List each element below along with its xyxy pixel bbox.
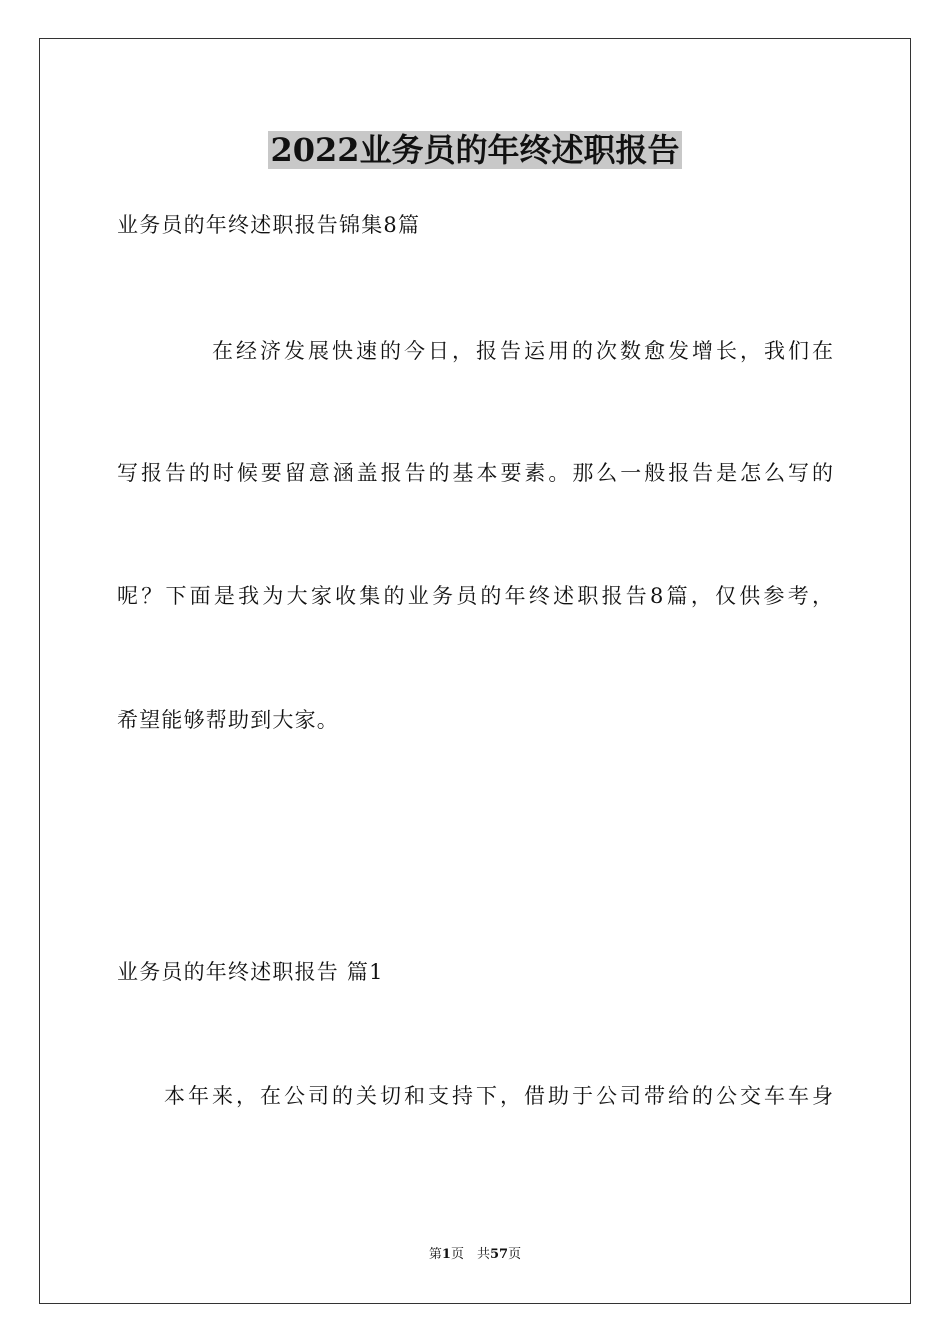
intro-line-2: 写报告的时候要留意涵盖报告的基本要素。那么一般报告是怎么写的 [117,461,833,485]
section-heading: 业务员的年终述职报告 篇1 [117,960,384,984]
footer-page-total: 57 [489,1247,509,1262]
intro-line-4: 希望能够帮助到大家。 [117,708,339,732]
section-first-line: 本年来，在公司的关切和支持下，借助于公司带给的公交车车身 [164,1084,833,1108]
page-footer [0,1246,950,1264]
intro-line-3: 呢？下面是我为大家收集的业务员的年终述职报告8篇，仅供参考， [117,584,833,608]
document-title-text: 2022业务员的年终述职报告 [270,131,680,169]
footer-page-current: 1 [441,1247,451,1262]
intro-line-1: 在经济发展快速的今日，报告运用的次数愈发增长，我们在 [212,339,833,363]
footer-page-mid: 页 共 [450,1247,490,1262]
footer-page-prefix: 第 [428,1247,442,1262]
document-subtitle: 业务员的年终述职报告锦集8篇 [117,213,421,237]
footer-page-suffix: 页 [508,1247,522,1262]
document-title [0,128,950,172]
